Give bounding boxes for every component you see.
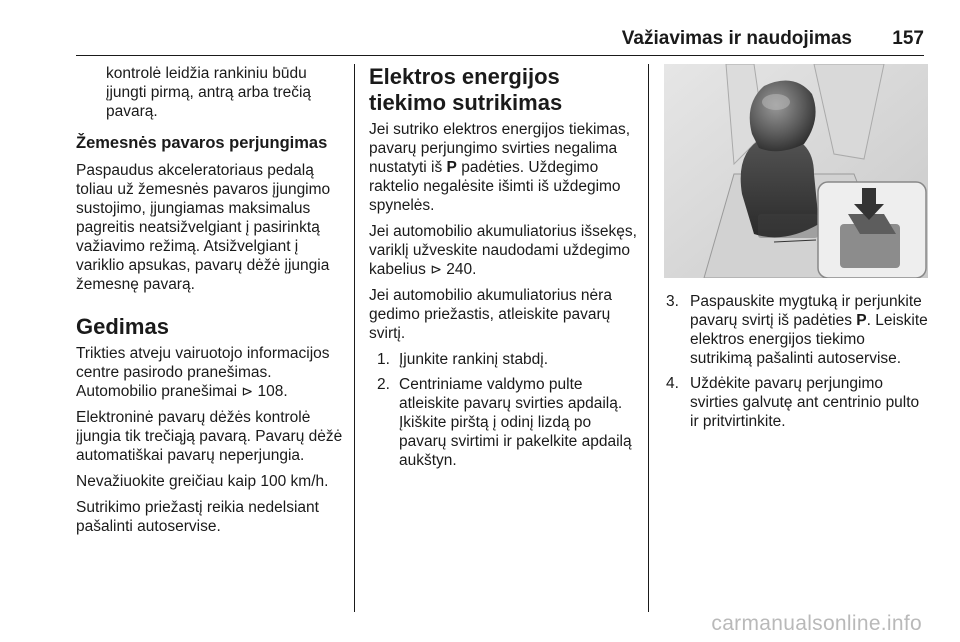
- step-text: Įjunkite rankinį stabdį.: [399, 351, 549, 368]
- header-rule: [76, 55, 924, 56]
- page-ref-icon: ⊳: [430, 261, 442, 277]
- page-number: 157: [892, 28, 924, 49]
- gear-p-label: P: [446, 159, 457, 176]
- step-number: 3.: [666, 293, 679, 310]
- gear-lever-illustration: [664, 64, 928, 278]
- steps-list: [369, 350, 639, 470]
- downshift-text: Paspaudus akceleratoriaus pedalą toliau už žemesnės pavaros įjungimo sustojimo, įjungiamas maksimalus pagreitis neatsižvelgiant į pasirinktą važiavimo režimą. Atsižvelgiant į variklio apsukas, pavarų dėžė įjungia žemesnę pavarą.: [76, 162, 331, 293]
- power-failure-paragraph-3: Jei automobilio akumuliatorius nėra gedimo priežastis, atleiskite pavarų svirtį.: [369, 287, 612, 342]
- fault-paragraph-2: Elektroninė pavarų dėžės kontrolė įjungia tik trečiąją pavarą. Pavarų dėžė automatiškai pavarų neperjungia.: [76, 409, 343, 464]
- watermark: carmanualsonline.info: [711, 612, 922, 635]
- list-item: [664, 374, 928, 431]
- step-text-2: Leiskite elektros energijos tiekimo sutrikimą pašalinti autoservise.: [690, 312, 928, 367]
- power-text-2: Jei automobilio akumuliatorius išsekęs, variklį užveskite naudodami uždegimo kabelius: [369, 223, 637, 278]
- continuation-text: kontrolė leidžia rankiniu būdu įjungti pirmą, antrą arba trečią pavarą.: [106, 65, 312, 120]
- fault-text-1b: Automobilio pranešimai: [76, 383, 238, 400]
- power-failure-heading: Elektros energijos tiekimo sutrikimas: [369, 64, 563, 115]
- section-title: Važiavimas ir naudojimas: [621, 28, 852, 49]
- column-middle: [369, 64, 639, 476]
- step-number: 2.: [377, 376, 390, 393]
- fault-ref-1[interactable]: 108.: [257, 383, 288, 400]
- power-text-1-end: padėties. Uždegimo raktelio negalėsite išimti iš uždegimo spynelės.: [369, 159, 621, 214]
- step-number: 4.: [666, 375, 679, 392]
- step-text: Paspauskite mygtuką ir perjunkite pavarų svirtį iš padėties: [690, 293, 922, 329]
- power-ref-2[interactable]: 240.: [446, 261, 477, 278]
- fault-paragraph-4: Sutrikimo priežastį reikia nedelsiant pašalinti autoservise.: [76, 499, 319, 535]
- column-left: [76, 64, 348, 543]
- fault-text-1: Trikties atveju vairuotojo informacijos centre pasirodo pranešimas.: [76, 345, 330, 381]
- fault-heading: Gedimas: [76, 314, 169, 339]
- gear-lever-image: [664, 64, 928, 278]
- list-item: [369, 350, 639, 369]
- column-divider-right: [648, 64, 649, 612]
- steps-list-continued: [664, 292, 928, 431]
- list-item: 3. Paspauskite mygtuką ir perjunkite pavarų svirtį iš padėties P. Leiskite elektros energijos tiekimo sutrikimą pašalinti autoservise.: [666, 293, 928, 367]
- fault-paragraph-1: [76, 344, 348, 401]
- page-ref-icon: ⊳: [241, 383, 254, 399]
- fault-paragraph-3: Nevažiuokite greičiau kaip 100 km/h.: [76, 473, 329, 490]
- power-failure-paragraph-2: [369, 222, 639, 279]
- column-right: [664, 292, 928, 437]
- power-failure-paragraph-1: [369, 120, 639, 215]
- list-item: [369, 375, 639, 470]
- power-text-1: Jei sutriko elektros energijos tiekimas, pavarų perjungimo svirties negalima nustatyti iš: [369, 121, 631, 176]
- step-text: Uždėkite pavarų perjungimo svirties galvutę ant centrinio pulto ir pritvirtinkite.: [690, 375, 920, 430]
- page-header: [76, 28, 924, 54]
- column-divider-left: [354, 64, 355, 612]
- gear-p-label: P: [856, 312, 867, 329]
- step-text: Centriniame valdymo pulte atleiskite pavarų svirties apdailą. Įkiškite pirštą į odinį lizdą po pavarų svirtimi ir pakelkite apdailą aukštyn.: [399, 376, 632, 469]
- step-number: 1.: [377, 351, 390, 368]
- downshift-heading: Žemesnės pavaros perjungimas: [76, 134, 328, 152]
